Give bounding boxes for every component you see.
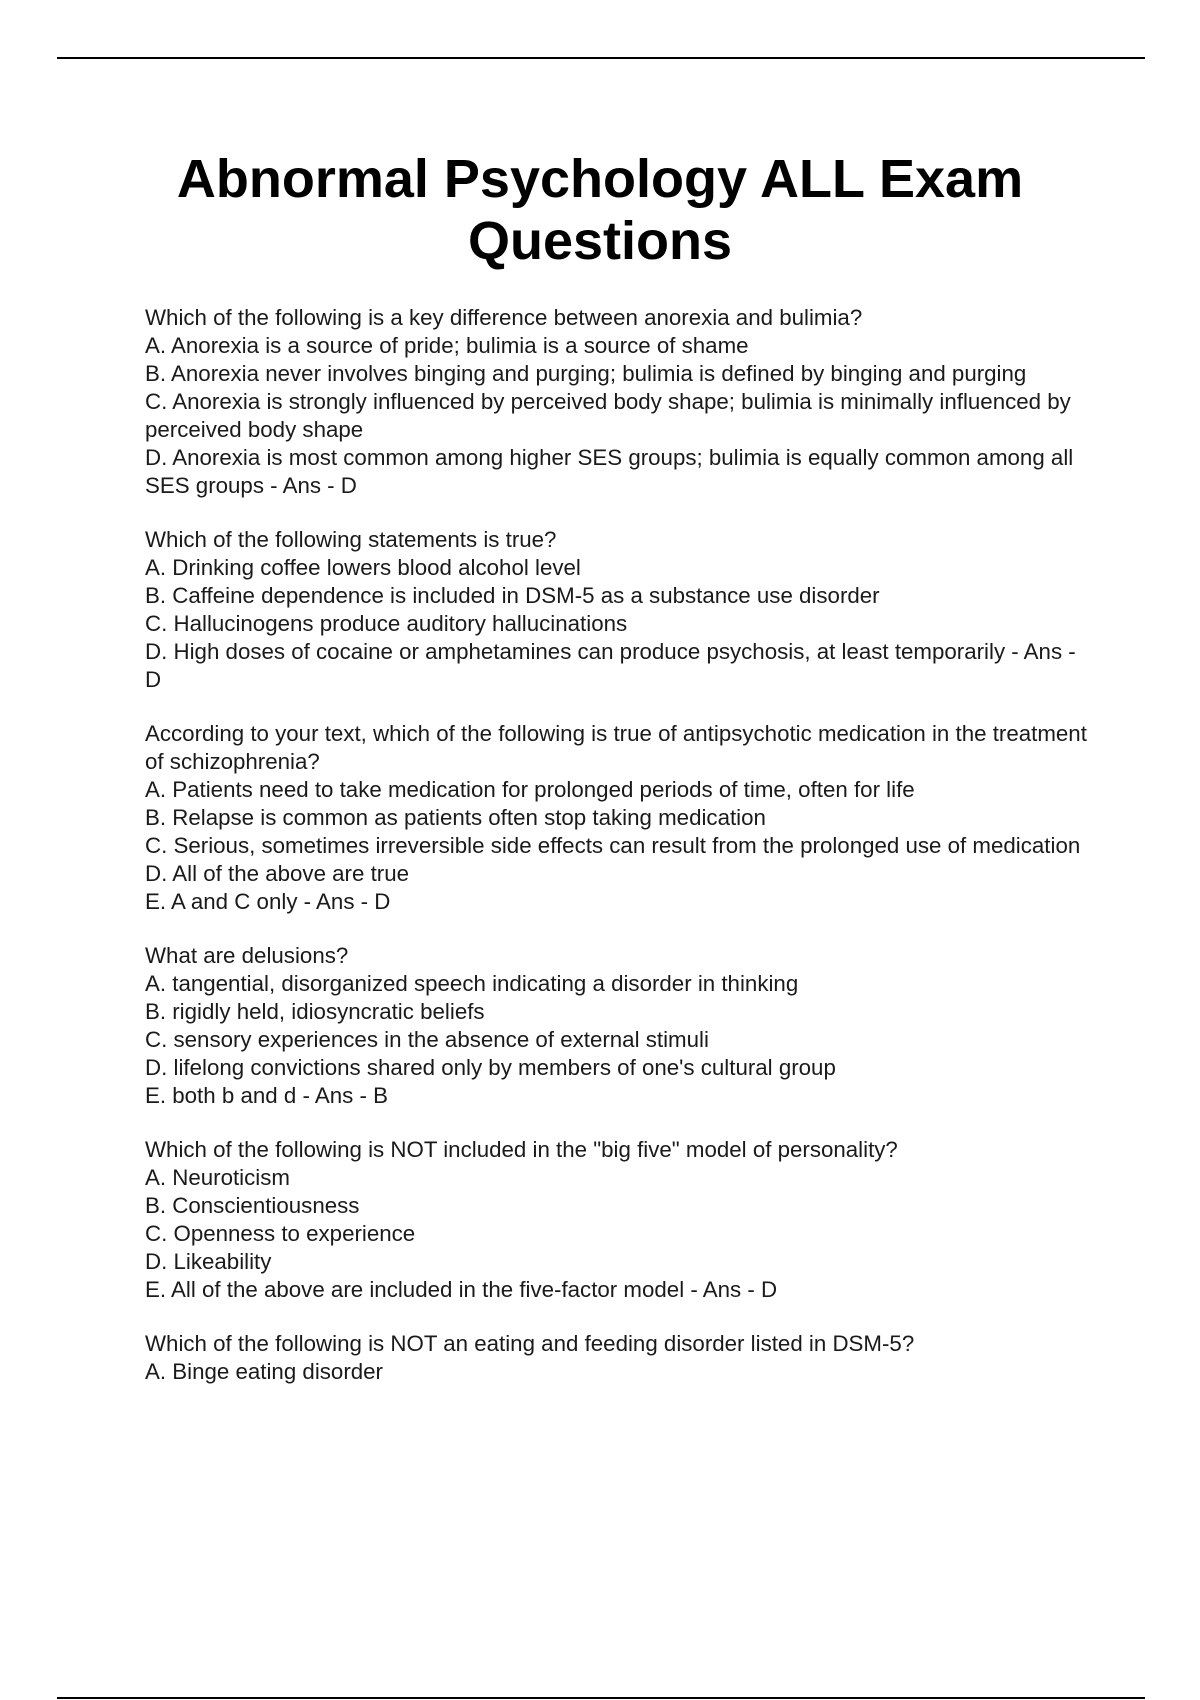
answer-option: A. Drinking coffee lowers blood alcohol level — [145, 555, 581, 580]
answer-option: C. sensory experiences in the absence of external stimuli — [145, 1027, 709, 1052]
question-prompt: Which of the following statements is true? — [145, 527, 557, 552]
answer-option: B. Conscientiousness — [145, 1193, 360, 1218]
question-prompt: According to your text, which of the following is true of antipsychotic medication in the treatment of schizophrenia? — [145, 721, 1087, 774]
question-prompt: Which of the following is NOT an eating and feeding disorder listed in DSM-5? — [145, 1331, 915, 1356]
answer-option: C. Serious, sometimes irreversible side effects can result from the prolonged use of medication — [145, 833, 1081, 858]
answer-option: B. Caffeine dependence is included in DSM-5 as a substance use disorder — [145, 583, 880, 608]
answer-option: D. Likeability — [145, 1249, 272, 1274]
answer-option: E. All of the above are included in the five-factor model - Ans - D — [145, 1277, 778, 1302]
page-title: Abnormal Psychology ALL Exam Questions — [176, 149, 1024, 271]
answer-option: A. Anorexia is a source of pride; bulimia is a source of shame — [145, 333, 749, 358]
question-2 — [145, 526, 1090, 694]
answer-option: D. lifelong convictions shared only by members of one's cultural group — [145, 1055, 836, 1080]
answer-option: A. tangential, disorganized speech indicating a disorder in thinking — [145, 971, 799, 996]
question-list — [145, 304, 1090, 1412]
top-rule — [57, 57, 1145, 59]
answer-option: A. Patients need to take medication for prolonged periods of time, often for life — [145, 777, 915, 802]
answer-option: D. All of the above are true — [145, 861, 410, 886]
question-prompt: What are delusions? — [145, 943, 349, 968]
question-1 — [145, 304, 1090, 500]
answer-option: C. Anorexia is strongly influenced by perceived body shape; bulimia is minimally influenced by perceived body shape — [145, 389, 1071, 442]
question-4 — [145, 942, 1090, 1110]
answer-option: E. both b and d - Ans - B — [145, 1083, 388, 1108]
question-3 — [145, 720, 1090, 916]
answer-option: E. A and C only - Ans - D — [145, 889, 391, 914]
answer-option: C. Openness to experience — [145, 1221, 416, 1246]
question-prompt: Which of the following is NOT included in the "big five" model of personality? — [145, 1137, 898, 1162]
answer-option: B. Anorexia never involves binging and purging; bulimia is defined by binging and purging — [145, 361, 1027, 386]
answer-option: D. High doses of cocaine or amphetamines can produce psychosis, at least temporarily - Ans - D — [145, 639, 1076, 692]
answer-option: A. Binge eating disorder — [145, 1359, 383, 1384]
answer-option: B. rigidly held, idiosyncratic beliefs — [145, 999, 485, 1024]
answer-option: A. Neuroticism — [145, 1165, 290, 1190]
question-6 — [145, 1330, 1090, 1386]
bottom-rule — [57, 1697, 1145, 1699]
answer-option: D. Anorexia is most common among higher SES groups; bulimia is equally common among all SES groups - Ans - D — [145, 445, 1074, 498]
answer-option: C. Hallucinogens produce auditory hallucinations — [145, 611, 628, 636]
question-prompt: Which of the following is a key difference between anorexia and bulimia? — [145, 305, 863, 330]
question-5 — [145, 1136, 1090, 1304]
answer-option: B. Relapse is common as patients often stop taking medication — [145, 805, 766, 830]
